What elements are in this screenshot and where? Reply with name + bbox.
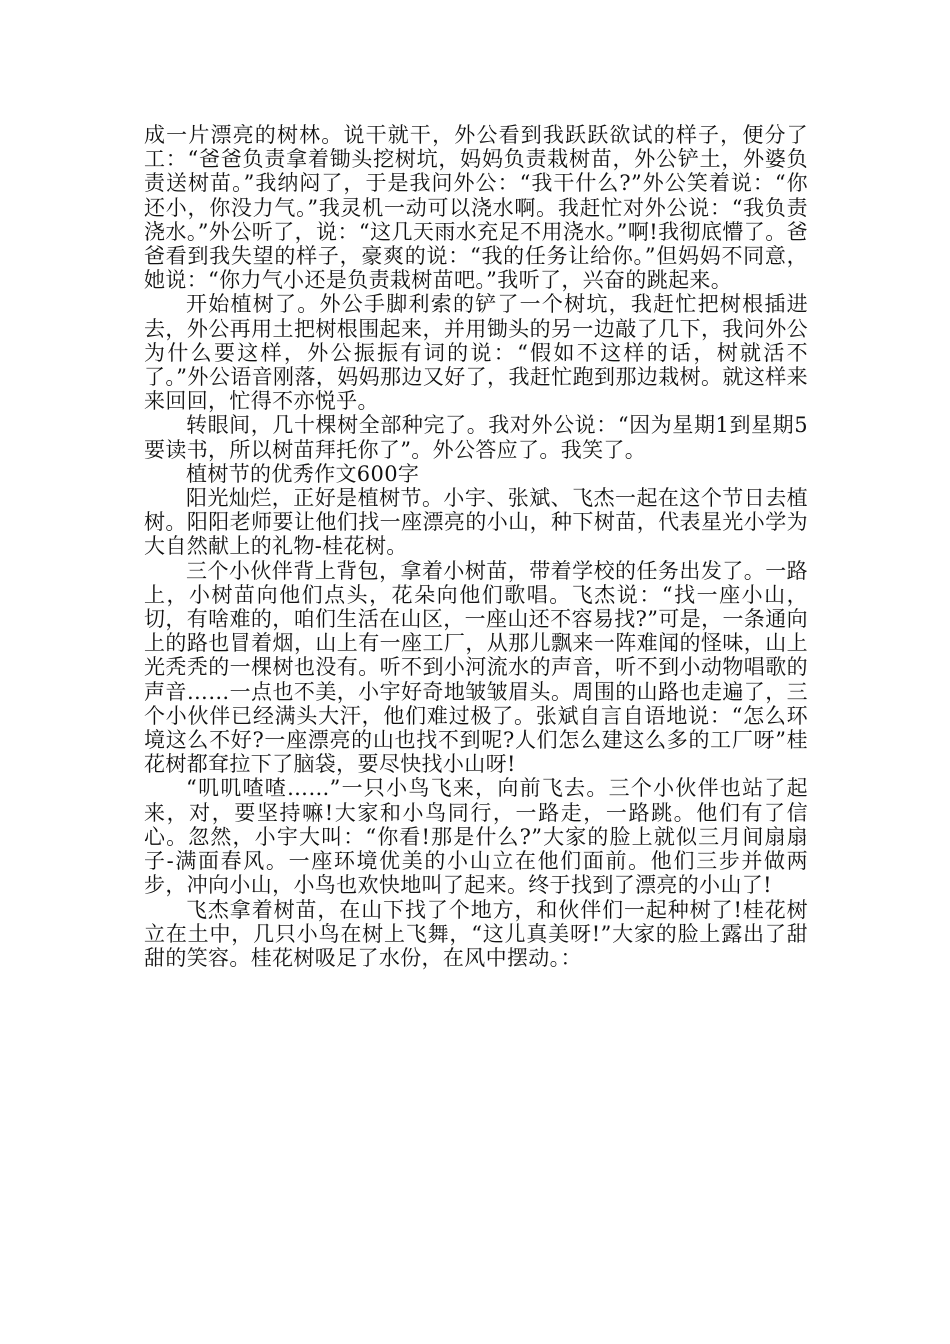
paragraph-continuation: 成一片漂亮的树林。说干就干，外公看到我跃跃欲试的样子，便分了工：“爸爸负责拿着锄头挖树坑，妈妈负责栽树苗，外公铲土，外婆负责送树苗。”我纳闷了，于是我问外公：“我干什么?”外公笑着说：“你还小，你没力气。”我灵机一动可以浇水啊。我赶忙对外公说：“我负责浇水。”外公听了，说：“这几天雨水充足不用浇水。”啊!我彻底懵了。爸爸看到我失望的样子，豪爽的说：“我的任务让给你。”但妈妈不同意，她说：“你力气小还是负责栽树苗吧。”我听了，兴奋的跳起来。 [144, 123, 808, 293]
paragraph-search: 三个小伙伴背上背包，拿着小树苗，带着学校的任务出发了。一路上，小树苗向他们点头，花朵向他们歌唱。飞杰说：“找一座小山，切，有啥难的，咱们生活在山区，一座山还不容易找?”可是，一条通向上的路也冒着烟，山上有一座工厂，从那儿飘来一阵难闻的怪味，山上光秃秃的一棵树也没有。听不到小河流水的声音，听不到小动物唱歌的声音……一点也不美，小宇好奇地皱皱眉头。周围的山路也走遍了，三个小伙伴已经满头大汗，他们难过极了。张斌自言自语地说：“怎么环境这么不好?一座漂亮的山也找不到呢?人们怎么建这么多的工厂呀”桂花树都耷拉下了脑袋，要尽快找小山呀! [144, 558, 808, 777]
paragraph-bird: “叽叽喳喳……”一只小鸟飞来，向前飞去。三个小伙伴也站了起来，对，要坚持嘛!大家和小鸟同行，一路走，一路跳。他们有了信心。忽然，小宇大叫：“你看!那是什么?”大家的脸上就似三月间扇扇子-满面春风。一座环境优美的小山立在他们面前。他们三步并做两步，冲向小山，小鸟也欢快地叫了起来。终于找到了漂亮的小山了! [144, 776, 808, 898]
essay-body [144, 123, 808, 970]
paragraph-finished: 转眼间，几十棵树全部种完了。我对外公说：“因为星期1到星期5要读书，所以树苗拜托你了”。外公答应了。我笑了。 [144, 413, 808, 462]
paragraph-planting: 开始植树了。外公手脚利索的铲了一个树坑，我赶忙把树根插进去，外公再用土把树根围起来，并用锄头的另一边敲了几下，我问外公为什么要这样，外公振振有词的说：“假如不这样的话，树就活不了。”外公语音刚落，妈妈那边又好了，我赶忙跑到那边栽树。就这样来来回回，忙得不亦悦乎。 [144, 292, 808, 414]
essay-title: 植树节的优秀作文600字 [186, 461, 420, 486]
paragraph-ending: 飞杰拿着树苗，在山下找了个地方，和伙伴们一起种树了!桂花树立在土中，几只小鸟在树上飞舞，“这儿真美呀!”大家的脸上露出了甜甜的笑容。桂花树吸足了水份，在风中摆动。： [144, 897, 808, 970]
paragraph-intro: 阳光灿烂，正好是植树节。小宇、张斌、飞杰一起在这个节日去植树。阳阳老师要让他们找一座漂亮的小山，种下树苗，代表星光小学为大自然献上的礼物-桂花树。 [144, 486, 808, 559]
